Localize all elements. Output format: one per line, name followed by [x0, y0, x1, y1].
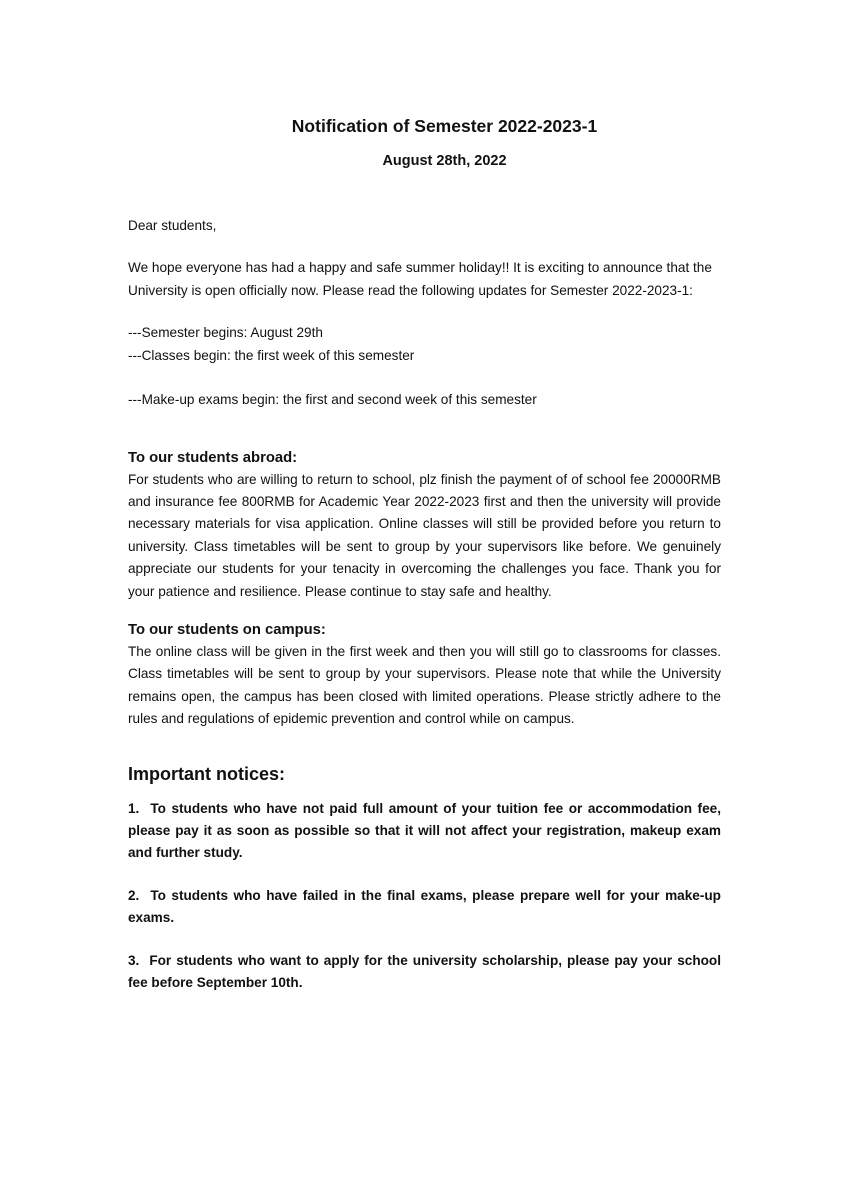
campus-body: The online class will be given in the first week and then you will still go to classrooms for classes. Class timetables will be sent to group by your supervisors. Please note that while the University remains open, the campus has been closed with limited operations. Please strictly adhere to the rules and regulations of epidemic prevention and control while on campus.: [128, 643, 721, 727]
abroad-body: For students who are willing to return to school, plz finish the payment of of school fee 20000RMB and insurance fee 800RMB for Academic Year 2022-2023 first and then the university will provide necessary materials for visa application. Online classes will still be provided before you return to university. Class timetables will be sent to group by your supervisors like before. We genuinely appreciate our students for your tenacity in overcoming the challenges you face. Thank you for your patience and resilience. Please continue to stay safe and healthy.: [128, 471, 721, 599]
notice-text: For students who want to apply for the university scholarship, please pay your school fee before September 10th.: [128, 952, 722, 990]
notice-number: 3.: [128, 952, 140, 968]
important-notices-heading: Important notices:: [128, 763, 286, 784]
document-date: August 28th, 2022: [382, 153, 507, 169]
abroad-heading: To our students abroad:: [128, 449, 298, 466]
update-semester-begins: ---Semester begins: August 29th: [128, 325, 323, 340]
intro-paragraph: We hope everyone has had a happy and safe summer holiday!! It is exciting to announce that the University is open officially now. Please read the following updates for Semester 2022-2023-1:: [128, 260, 712, 298]
document-title: Notification of Semester 2022-2023-1: [291, 116, 598, 136]
notice-text: To students who have not paid full amount of your tuition fee or accommodation fee, please pay it as soon as possible so that it will not affect your registration, makeup exam and further study.: [128, 800, 721, 861]
greeting: Dear students,: [128, 218, 217, 233]
notice-item-3: [128, 950, 721, 995]
notice-number: 1.: [128, 800, 140, 816]
notice-item-1: [128, 798, 721, 865]
notice-text: To students who have failed in the final exams, please prepare well for your make-up exams.: [128, 887, 721, 926]
notice-item-2: [128, 885, 721, 930]
notice-number: 2.: [128, 887, 140, 903]
update-classes-begin: ---Classes begin: the first week of this semester: [128, 347, 415, 363]
updates-list: [128, 322, 721, 412]
campus-heading: To our students on campus:: [128, 621, 326, 638]
document-content: [128, 112, 721, 994]
update-makeup-exams: ---Make-up exams begin: the first and second week of this semester: [128, 392, 537, 407]
